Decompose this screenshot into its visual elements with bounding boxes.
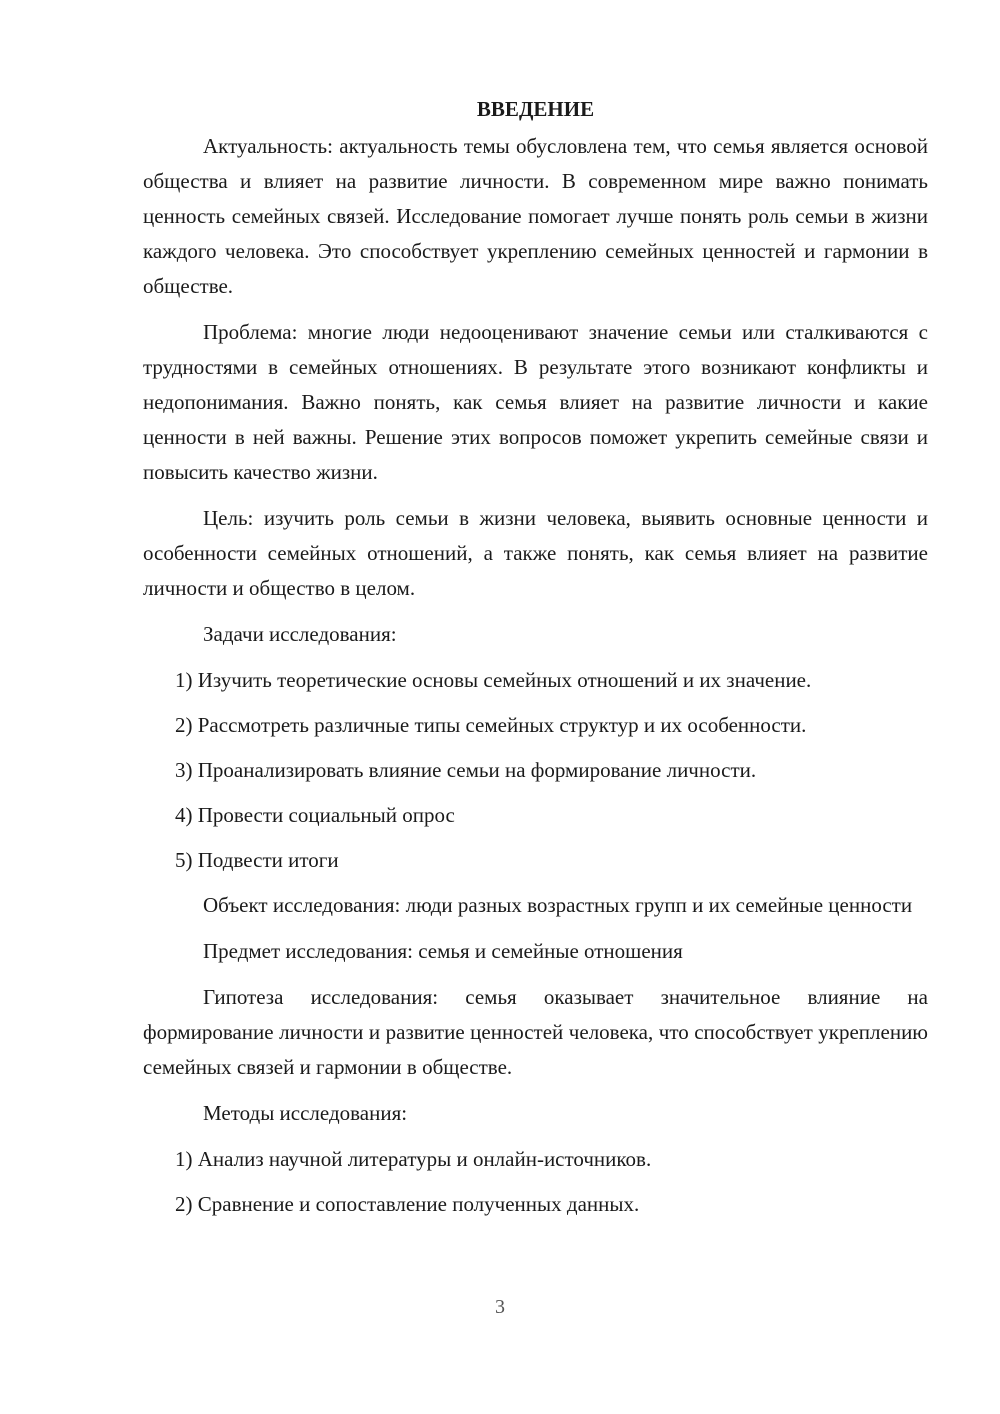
methods-list — [143, 1142, 928, 1222]
object-paragraph: Объект исследования: люди разных возрастных групп и их семейные ценности — [203, 893, 913, 917]
tasks-heading: Задачи исследования: — [203, 622, 397, 646]
subject-paragraph: Предмет исследования: семья и семейные отношения — [203, 939, 683, 963]
list-item: 2) Сравнение и сопоставление полученных данных. — [175, 1192, 640, 1216]
section-title: ВВЕДЕНИЕ — [476, 97, 595, 121]
goal-paragraph: Цель: изучить роль семьи в жизни человека, выявить основные ценности и особенности семейных отношений, а также понять, как семья влияет на развитие личности и общество в целом. — [143, 506, 928, 600]
tasks-list — [143, 663, 928, 878]
list-item: 3) Проанализировать влияние семьи на формирование личности. — [175, 758, 757, 782]
list-item: 4) Провести социальный опрос — [175, 803, 455, 827]
methods-heading: Методы исследования: — [203, 1101, 408, 1125]
page-number: 3 — [495, 1296, 505, 1318]
list-item: 1) Изучить теоретические основы семейных отношений и их значение. — [175, 668, 812, 692]
list-item: 1) Анализ научной литературы и онлайн-источников. — [175, 1147, 652, 1171]
relevance-paragraph: Актуальность: актуальность темы обусловлена тем, что семья является основой общества и влияет на развитие личности. В современном мире важно понимать ценность семейных связей. Исследование помогает лучше понять роль семьи в жизни каждого человека. Это способствует укреплению семейных ценностей и гармонии в обществе. — [143, 134, 928, 298]
hypothesis-paragraph: Гипотеза исследования: семья оказывает значительное влияние на формирование личности и развитие ценностей человека, что способствует укреплению семейных связей и гармонии в обществе. — [143, 985, 928, 1079]
list-item: 2) Рассмотреть различные типы семейных структур и их особенности. — [175, 713, 807, 737]
list-item: 5) Подвести итоги — [175, 848, 339, 872]
problem-paragraph: Проблема: многие люди недооценивают значение семьи или сталкиваются с трудностями в семейных отношениях. В результате этого возникают конфликты и недопонимания. Важно понять, как семья влияет на развитие личности и какие ценности в ней важны. Решение этих вопросов поможет укрепить семейные связи и повысить качество жизни. — [143, 320, 928, 484]
document-page — [143, 92, 928, 1232]
